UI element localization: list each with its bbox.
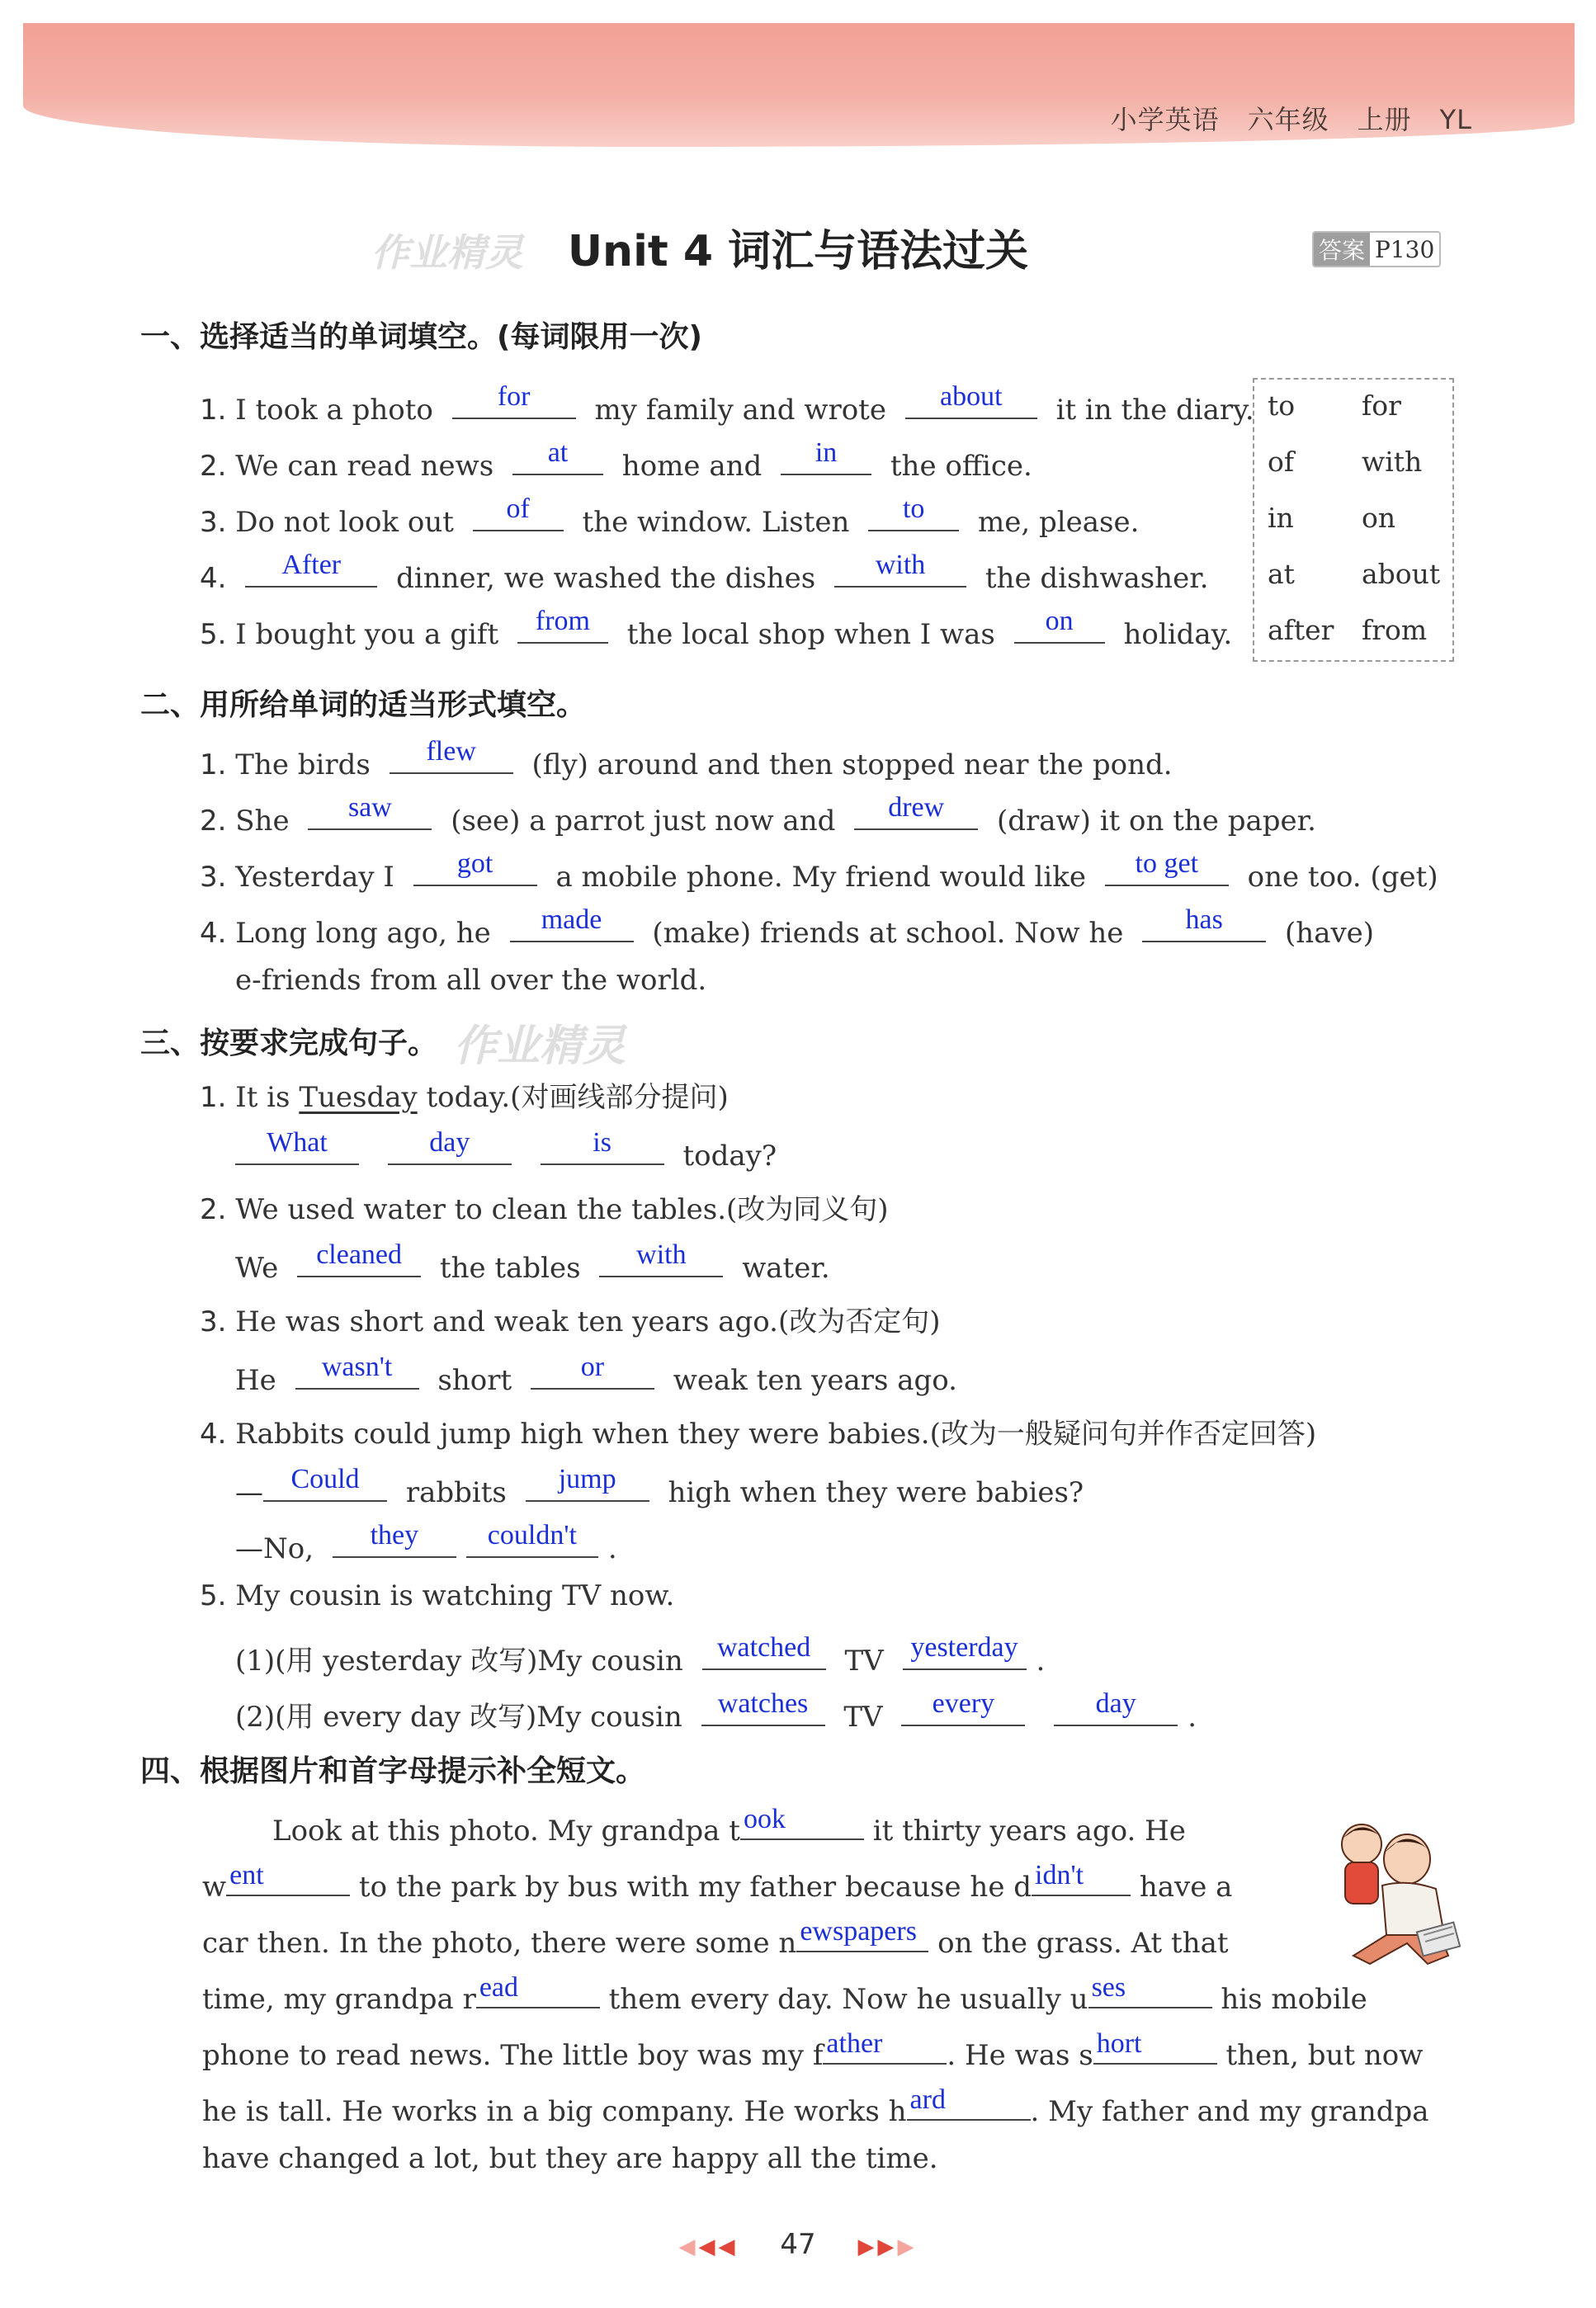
s2-item-1: [200, 736, 1173, 781]
answer-blank[interactable]: [390, 736, 513, 774]
text: (have): [1285, 917, 1375, 950]
answer-text: every: [932, 1688, 995, 1719]
text: w: [202, 1871, 227, 1904]
answer-blank[interactable]: [1142, 904, 1266, 942]
text: my family and wrote: [594, 394, 886, 427]
answer-text: hort: [1096, 2028, 1142, 2059]
answer-blank[interactable]: [907, 2086, 1031, 2121]
text: dinner, we washed the dishes: [396, 562, 816, 595]
text: —No,: [235, 1532, 314, 1565]
answer-blank[interactable]: [1093, 2030, 1217, 2065]
passage-line-4: [202, 1974, 1367, 2016]
text: the dishwasher.: [985, 562, 1209, 595]
answer-blank[interactable]: [781, 437, 871, 475]
answer-text: After: [281, 550, 342, 580]
item-number: 2.: [200, 805, 227, 838]
answer-blank[interactable]: [823, 2030, 947, 2065]
text: .: [607, 1532, 617, 1565]
answer-text: ewspapers: [800, 1916, 917, 1947]
answer-blank[interactable]: [834, 550, 966, 588]
answer-text: with: [636, 1239, 687, 1270]
s3-q4-reply: [235, 1520, 617, 1565]
answer-text: day: [1095, 1688, 1136, 1719]
word-bank-item: from: [1362, 614, 1428, 646]
text: I took a photo: [235, 394, 433, 427]
prev-arrows-icon: ◀: [678, 2235, 699, 2259]
answer-text: is: [593, 1127, 611, 1158]
answer-blank[interactable]: [740, 1805, 864, 1840]
answer-page: P130: [1375, 235, 1435, 263]
section-4-heading: 四、根据图片和首字母提示补全短文。: [140, 1754, 646, 1788]
s3-q1-answer: [235, 1127, 777, 1173]
answer-text: on: [1045, 606, 1074, 636]
word-bank-item: after: [1268, 614, 1334, 646]
text: We used water to clean the tables.(改为同义句): [235, 1193, 889, 1226]
text: . He was s: [947, 2039, 1093, 2072]
text: .: [1036, 1645, 1046, 1678]
item-number: 4.: [200, 917, 227, 950]
answer-blank[interactable]: [226, 1862, 350, 1896]
text: (draw) it on the paper.: [996, 805, 1316, 838]
answer-text: cleaned: [316, 1239, 403, 1270]
answer-blank[interactable]: [1054, 1688, 1178, 1726]
text: holiday.: [1123, 618, 1233, 651]
text: We: [235, 1252, 279, 1285]
text: weak ten years ago.: [673, 1364, 957, 1397]
text: high when they were babies?: [668, 1476, 1084, 1509]
answer-blank[interactable]: [531, 1352, 654, 1390]
answer-blank[interactable]: [517, 606, 608, 644]
answer-text: idn't: [1035, 1860, 1084, 1890]
answer-text: yesterday: [910, 1632, 1018, 1663]
header-subject: 小学英语: [1110, 104, 1220, 135]
next-arrows-icon: ▶: [897, 2235, 918, 2259]
text: rabbits: [405, 1476, 507, 1509]
answer-blank[interactable]: [901, 1688, 1025, 1726]
text: then, but now: [1225, 2039, 1424, 2072]
text: My cousin is watching TV now.: [235, 1579, 675, 1612]
text: his mobile: [1221, 1983, 1367, 2016]
answer-text: got: [456, 848, 493, 879]
answer-blank[interactable]: [476, 1974, 600, 2008]
item-number: 5.: [200, 1579, 227, 1612]
answer-blank[interactable]: [245, 550, 377, 588]
text: (see) a parrot just now and: [451, 805, 836, 838]
answer-blank[interactable]: [413, 848, 537, 886]
passage-line-3: [202, 1918, 1229, 1960]
answer-blank[interactable]: [297, 1239, 421, 1277]
watermark-top: 作业精灵: [371, 230, 523, 275]
text: . My father and my grandpa: [1030, 2095, 1429, 2128]
answer-tag: [1312, 231, 1441, 267]
word-bank-item: about: [1362, 558, 1441, 590]
answer-blank[interactable]: [388, 1127, 512, 1165]
text: car then. In the photo, there were some n: [202, 1927, 797, 1960]
text: a mobile phone. My friend would like: [555, 861, 1086, 894]
s2-item-4: [200, 904, 1375, 950]
text: the office.: [890, 450, 1032, 483]
s2-item-2: [200, 792, 1316, 838]
answer-text: couldn't: [487, 1520, 577, 1550]
word-bank-item: at: [1268, 558, 1295, 590]
answer-blank[interactable]: [473, 493, 564, 531]
text: It is: [235, 1081, 290, 1114]
s1-item-2: [200, 437, 1032, 483]
text: the tables: [439, 1252, 581, 1285]
word-bank-item: of: [1268, 446, 1295, 478]
word-bank-item: with: [1362, 446, 1423, 478]
text: The birds: [235, 748, 371, 781]
word-bank-box: [1253, 378, 1454, 662]
page-number: 47: [780, 2228, 816, 2261]
answer-blank[interactable]: [308, 792, 432, 830]
s3-q2: [200, 1187, 889, 1227]
answer-blank[interactable]: [526, 1464, 649, 1502]
word-bank-item: for: [1362, 389, 1401, 422]
text: We can read news: [235, 450, 494, 483]
text: the local shop when I was: [626, 618, 995, 651]
item-number: 4.: [200, 1418, 227, 1451]
s3-q4-question: [235, 1464, 1084, 1509]
answer-text: day: [429, 1127, 470, 1158]
passage-line-7: [202, 2142, 938, 2175]
answer-blank[interactable]: [1014, 606, 1105, 644]
text: he is tall. He works in a big company. He works h: [202, 2095, 907, 2128]
answer-text: has: [1185, 904, 1223, 935]
answer-text: ook: [743, 1804, 786, 1834]
answer-blank[interactable]: [868, 493, 959, 531]
text: to the park by bus with my father because he d: [358, 1871, 1032, 1904]
answer-text: ead: [479, 1972, 519, 2003]
s1-item-5: [200, 606, 1233, 651]
answer-text: drew: [888, 792, 945, 823]
answer-text: to: [902, 493, 925, 524]
answer-text: watched: [717, 1632, 811, 1663]
answer-blank[interactable]: [512, 437, 603, 475]
text: today?: [682, 1140, 777, 1173]
text: the window. Listen: [582, 506, 850, 539]
s3-q1: [200, 1074, 729, 1115]
answer-text: to get: [1135, 848, 1199, 879]
answer-text: or: [580, 1352, 605, 1382]
text: (2)(用 every day 改写)My cousin: [235, 1701, 682, 1734]
answer-text: they: [370, 1520, 419, 1550]
page-footer: [0, 2228, 1596, 2261]
text: Rabbits could jump high when they were babies.(改为一般疑问句并作否定回答): [235, 1418, 1317, 1451]
passage-line-2: [202, 1862, 1232, 1904]
word-bank-item: in: [1268, 502, 1294, 534]
item-number: 1.: [200, 394, 227, 427]
answer-text: from: [535, 606, 590, 636]
text: She: [235, 805, 290, 838]
header-edition: YL: [1439, 104, 1472, 135]
answer-text: flew: [426, 736, 476, 767]
prev-arrows-icon: ◀◀: [698, 2235, 739, 2259]
answer-blank[interactable]: [796, 1918, 928, 1952]
item-number: 3.: [200, 861, 227, 894]
answer-blank[interactable]: [1032, 1862, 1131, 1896]
text: He was short and weak ten years ago.(改为否定句): [235, 1305, 941, 1338]
answer-blank[interactable]: [1088, 1974, 1212, 2008]
answer-blank[interactable]: [599, 1239, 723, 1277]
text: time, my grandpa r: [202, 1983, 476, 2016]
item-number: 1.: [200, 748, 227, 781]
answer-text: with: [875, 550, 926, 580]
answer-text: jump: [558, 1464, 616, 1494]
text: on the grass. At that: [937, 1927, 1229, 1960]
text: Yesterday I: [235, 861, 394, 894]
answer-blank[interactable]: [295, 1352, 419, 1390]
answer-blank[interactable]: [466, 1520, 598, 1558]
text: have a: [1139, 1871, 1233, 1904]
s1-item-3: [200, 493, 1140, 539]
answer-text: watches: [717, 1688, 809, 1719]
item-number: 2.: [200, 450, 227, 483]
answer-blank[interactable]: [903, 1632, 1027, 1670]
header-volume: 上册: [1357, 104, 1412, 135]
s3-q4: [200, 1411, 1316, 1451]
answer-text: What: [267, 1127, 328, 1158]
item-number: 5.: [200, 618, 227, 651]
item-number: 3.: [200, 1305, 227, 1338]
answer-blank[interactable]: [854, 792, 978, 830]
text: (fly) around and then stopped near the pond.: [531, 748, 1173, 781]
s2-item-4-cont: e-friends from all over the world.: [235, 964, 707, 997]
watermark-middle: 作业精灵: [454, 1022, 626, 1071]
s3-q5-part2: [235, 1688, 1197, 1735]
answer-text: ses: [1091, 1972, 1126, 2003]
answer-text: in: [815, 437, 838, 468]
text: phone to read news. The little boy was my f: [202, 2039, 824, 2072]
answer-blank[interactable]: [701, 1688, 825, 1726]
underlined-word: Tuesday: [299, 1081, 418, 1114]
item-number: 1.: [200, 1081, 227, 1114]
answer-label: 答案: [1314, 231, 1370, 267]
s3-q2-answer: [235, 1239, 830, 1285]
text: TV: [843, 1701, 883, 1734]
answer-blank[interactable]: [905, 381, 1037, 419]
text: me, please.: [978, 506, 1140, 539]
word-bank-item: on: [1362, 502, 1396, 534]
text: today.(对画线部分提问): [426, 1081, 729, 1114]
grandpa-boy-illustration: [1304, 1803, 1461, 1968]
text: them every day. Now he usually u: [608, 1983, 1088, 2016]
answer-text: Could: [290, 1464, 360, 1494]
passage-line-6: [202, 2086, 1429, 2128]
text: home and: [621, 450, 763, 483]
text: (1)(用 yesterday 改写)My cousin: [235, 1645, 683, 1678]
section-3-heading: 三、按要求完成句子。: [140, 1027, 438, 1060]
answer-text: ather: [826, 2028, 883, 2059]
answer-blank[interactable]: [702, 1632, 826, 1670]
text: one too. (get): [1247, 861, 1438, 894]
item-number: 2.: [200, 1193, 227, 1226]
answer-blank[interactable]: [235, 1127, 359, 1165]
answer-text: ard: [909, 2084, 946, 2115]
text: short: [437, 1364, 512, 1397]
s3-q3-answer: [235, 1352, 957, 1397]
passage-line-5: [202, 2030, 1423, 2072]
text: have changed a lot, but they are happy all the time.: [202, 2142, 938, 2175]
answer-text: of: [506, 493, 530, 524]
page-title: Unit 4 词汇与语法过关: [567, 227, 1029, 276]
item-number: 3.: [200, 506, 227, 539]
text: I bought you a gift: [235, 618, 499, 651]
text: He: [235, 1364, 276, 1397]
s3-q5-part1: [235, 1632, 1046, 1678]
text: TV: [844, 1645, 884, 1678]
header-grade: 六年级: [1247, 104, 1329, 135]
text: —: [235, 1476, 263, 1509]
answer-blank[interactable]: [452, 381, 576, 419]
s1-item-4: [200, 550, 1209, 595]
s1-item-1: [200, 381, 1254, 427]
text: (make) friends at school. Now he: [652, 917, 1124, 950]
text: Do not look out: [235, 506, 454, 539]
answer-text: about: [939, 381, 1003, 412]
next-arrows-icon: ▶▶: [857, 2235, 898, 2259]
word-bank-item: to: [1268, 389, 1296, 422]
answer-blank[interactable]: [333, 1520, 456, 1558]
answer-blank[interactable]: [541, 1127, 664, 1165]
text: Long long ago, he: [235, 917, 491, 950]
answer-text: for: [497, 381, 531, 412]
text: .: [1188, 1701, 1197, 1734]
answer-text: made: [541, 904, 602, 935]
answer-text: wasn't: [321, 1352, 393, 1382]
text: water.: [742, 1252, 830, 1285]
section-2-heading: 二、用所给单词的适当形式填空。: [140, 688, 587, 722]
passage-line-1: [272, 1805, 1186, 1848]
s2-item-3: [200, 848, 1438, 894]
answer-text: at: [547, 437, 569, 468]
s3-q3: [200, 1299, 941, 1339]
text: Look at this photo. My grandpa t: [272, 1815, 740, 1848]
answer-text: saw: [347, 792, 392, 823]
answer-text: ent: [229, 1860, 264, 1890]
answer-blank[interactable]: [263, 1464, 387, 1502]
section-1-heading: 一、选择适当的单词填空。(每词限用一次): [140, 320, 702, 354]
s3-q5: [200, 1579, 674, 1612]
header-info: [1083, 99, 1472, 137]
text: it thirty years ago. He: [872, 1815, 1186, 1848]
answer-blank[interactable]: [1105, 848, 1229, 886]
item-number: 4.: [200, 562, 227, 595]
text: it in the diary.: [1055, 394, 1254, 427]
answer-blank[interactable]: [510, 904, 634, 942]
